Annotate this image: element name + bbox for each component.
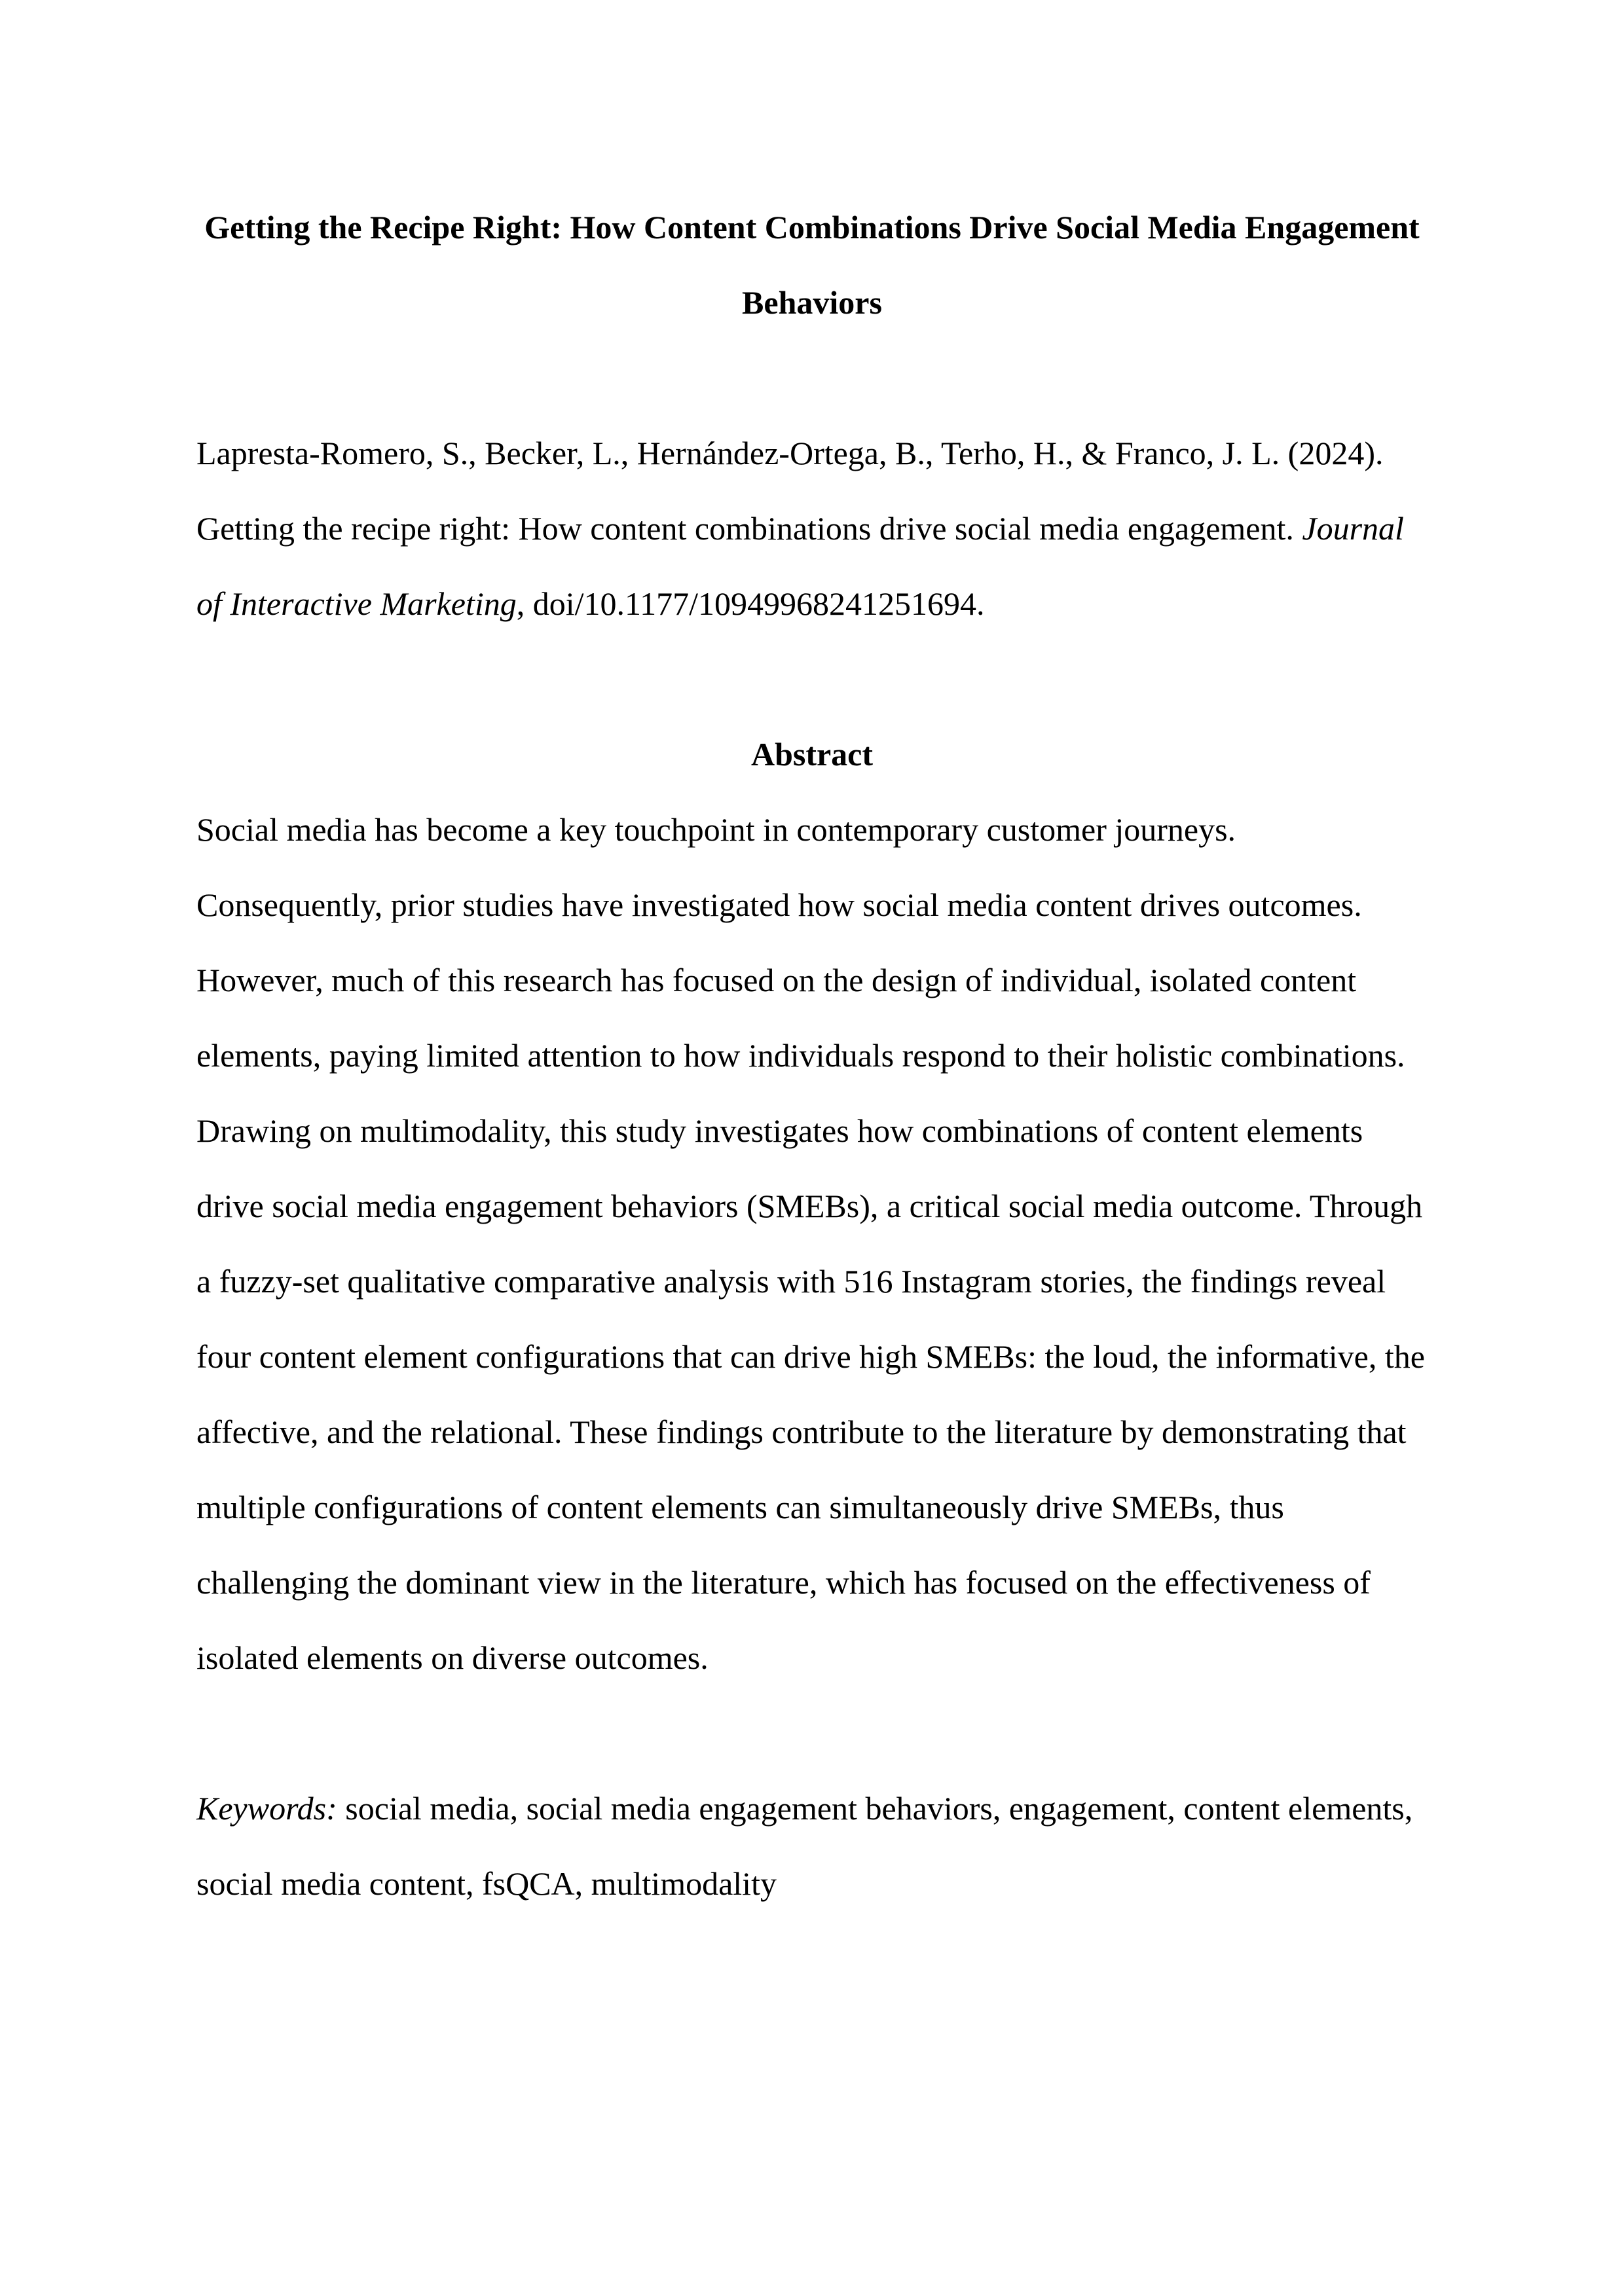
citation-journal-name: Journal of Interactive Marketing	[196, 510, 1404, 622]
abstract-heading: Abstract	[750, 736, 874, 773]
keywords-label: Keywords:	[196, 1790, 337, 1827]
paper-title: Getting the Recipe Right: How Content Combinations Drive Social Media Engagement Behaviors	[204, 209, 1420, 321]
citation-authors-text: Lapresta-Romero, S., Becker, L., Hernández-Ortega, B., Terho, H., & Franco, J. L. (2024). Getting the recipe right: How content combinations drive social media engagement.	[196, 435, 1384, 547]
abstract-text: Social media has become a key touchpoint in contemporary customer journeys. Consequently, prior studies have investigated how social media content drives outcomes. However, much of this research has focused on the design of individual, isolated content elements, paying limited attention to how individuals respond to their holistic combinations. Drawing on multimodality, this study investigates how combinations of content elements drive social media engagement behaviors (SMEBs), a critical social media outcome. Through a fuzzy-set qualitative comparative analysis with 516 Instagram stories, the findings reveal four content element configurations that can drive high SMEBs: the loud, the informative, the affective, and the relational. These findings contribute to the literature by demonstrating that multiple configurations of content elements can simultaneously drive SMEBs, thus challenging the dominant view in the literature, which has focused on the effectiveness of isolated elements on diverse outcomes.	[196, 811, 1425, 1676]
citation	[196, 416, 1428, 642]
citation-doi-text: , doi/10.1177/10949968241251694.	[516, 585, 985, 622]
keywords-list: social media, social media engagement behaviors, engagement, content elements, social media content, fsQCA, multimodality	[196, 1790, 1413, 1902]
keywords	[196, 1771, 1428, 1922]
